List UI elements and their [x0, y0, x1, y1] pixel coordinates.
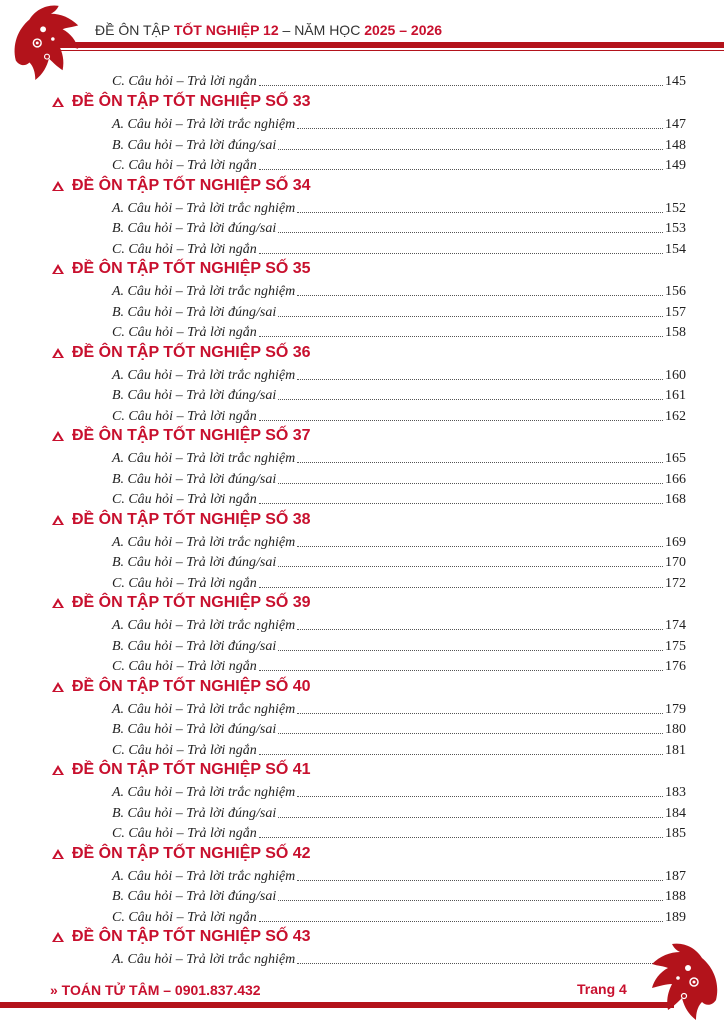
- leader-dots: [297, 545, 663, 547]
- leader-dots: [297, 962, 663, 964]
- toc-entry[interactable]: [112, 739, 686, 759]
- toc-entry-page: 160: [665, 367, 686, 383]
- leader-dots: [259, 753, 663, 755]
- toc-entry-label: A. Câu hỏi – Trả lời trắc nghiệm: [112, 200, 296, 216]
- leader-dots: [297, 461, 663, 463]
- toc-entry[interactable]: [112, 70, 686, 90]
- leader-dots: [297, 378, 663, 380]
- toc-entry[interactable]: [112, 802, 686, 822]
- triangle-bullet-icon: [52, 181, 64, 191]
- toc-entry-page: 166: [665, 471, 686, 487]
- leader-dots: [297, 795, 663, 797]
- toc-entry-page: 188: [665, 889, 686, 904]
- leader-dots: [297, 712, 663, 714]
- toc-entry-label: B. Câu hỏi – Trả lời đúng/sai: [112, 304, 277, 320]
- toc-entry-label: B. Câu hỏi – Trả lời đúng/sai: [112, 471, 277, 487]
- leader-dots: [297, 879, 663, 881]
- toc-entry-page: 149: [665, 158, 686, 173]
- toc-entry[interactable]: [112, 718, 686, 738]
- header-title: [95, 22, 442, 38]
- toc-entry-page: 158: [665, 325, 686, 340]
- header-rule-thin: [30, 50, 724, 51]
- toc-section-title: ĐỀ ÔN TẬP TỐT NGHIỆP SỐ 34: [72, 176, 311, 194]
- toc-entry-label: B. Câu hỏi – Trả lời đúng/sai: [112, 137, 277, 153]
- toc-entry-page: 176: [665, 659, 686, 674]
- page-header: [0, 0, 724, 56]
- toc-entry-page: 174: [665, 618, 686, 633]
- header-accent-grade: TỐT NGHIỆP 12: [173, 22, 279, 38]
- toc-section-heading[interactable]: [52, 592, 311, 614]
- toc-entry-page: 181: [665, 742, 686, 758]
- toc-entry[interactable]: [112, 551, 686, 571]
- header-middle: – NĂM HỌC: [278, 22, 365, 38]
- toc-entry-page: 180: [665, 722, 686, 737]
- toc-section-heading[interactable]: [52, 926, 311, 948]
- toc-section-title: ĐỀ ÔN TẬP TỐT NGHIỆP SỐ 36: [72, 343, 311, 361]
- toc-entry[interactable]: [112, 447, 686, 467]
- toc-section-title: ĐỀ ÔN TẬP TỐT NGHIỆP SỐ 39: [72, 594, 311, 611]
- toc-entry-page: 148: [665, 137, 686, 153]
- leader-dots: [278, 148, 663, 150]
- toc-entry-label: B. Câu hỏi – Trả lời đúng/sai: [112, 722, 277, 737]
- leader-dots: [259, 419, 663, 421]
- toc-section-title: ĐỀ ÔN TẬP TỐT NGHIỆP SỐ 43: [72, 928, 311, 945]
- toc-entry-page: 172: [665, 575, 686, 591]
- toc-entry-label: C. Câu hỏi – Trả lời ngắn: [112, 575, 257, 591]
- toc-entry-label: C. Câu hỏi – Trả lời ngắn: [112, 909, 257, 925]
- toc-entry-page: 169: [665, 534, 686, 550]
- toc-section-title: ĐỀ ÔN TẬP TỐT NGHIỆP SỐ 33: [72, 93, 311, 110]
- toc-entry-page: 162: [665, 408, 686, 424]
- leader-dots: [278, 315, 663, 317]
- toc-section-heading[interactable]: [52, 676, 311, 698]
- header-accent-year: 2025 – 2026: [364, 22, 443, 38]
- toc-entry-label: A. Câu hỏi – Trả lời trắc nghiệm: [112, 117, 296, 132]
- toc-entry-label: A. Câu hỏi – Trả lời trắc nghiệm: [112, 284, 296, 299]
- toc-entry-label: C. Câu hỏi – Trả lời ngắn: [112, 325, 257, 340]
- toc-entry[interactable]: [112, 364, 686, 384]
- leader-dots: [259, 920, 663, 922]
- toc-entry[interactable]: [112, 865, 686, 885]
- triangle-bullet-icon: [52, 849, 64, 859]
- toc-section-title: ĐỀ ÔN TẬP TỐT NGHIỆP SỐ 38: [72, 510, 311, 528]
- triangle-bullet-icon: [52, 515, 64, 525]
- leader-dots: [278, 398, 663, 400]
- toc-entry-page: 147: [665, 117, 686, 132]
- leader-dots: [259, 836, 663, 838]
- toc-entry[interactable]: [112, 698, 686, 718]
- toc-entry[interactable]: [112, 781, 686, 801]
- toc-entry-page: 183: [665, 785, 686, 800]
- leader-dots: [259, 669, 663, 671]
- toc-entry-label: C. Câu hỏi – Trả lời ngắn: [112, 492, 257, 507]
- toc-entry-label: C. Câu hỏi – Trả lời ngắn: [112, 241, 257, 257]
- toc-entry-label: A. Câu hỏi – Trả lời trắc nghiệm: [112, 618, 296, 633]
- toc-entry[interactable]: [112, 384, 686, 404]
- toc-entry[interactable]: [112, 197, 686, 217]
- toc-entry[interactable]: [112, 238, 686, 258]
- toc-entry[interactable]: [112, 655, 686, 675]
- toc-entry-label: B. Câu hỏi – Trả lời đúng/sai: [112, 889, 277, 904]
- toc-entry-label: A. Câu hỏi – Trả lời trắc nghiệm: [112, 868, 296, 884]
- toc-entry-label: B. Câu hỏi – Trả lời đúng/sai: [112, 388, 277, 403]
- leader-dots: [259, 84, 663, 86]
- toc-section-heading[interactable]: [52, 509, 311, 531]
- toc-entry-label: B. Câu hỏi – Trả lời đúng/sai: [112, 555, 277, 570]
- leader-dots: [297, 628, 663, 630]
- triangle-bullet-icon: [52, 264, 64, 274]
- leader-dots: [259, 252, 663, 254]
- toc-section-title: ĐỀ ÔN TẬP TỐT NGHIỆP SỐ 42: [72, 844, 311, 862]
- triangle-bullet-icon: [52, 97, 64, 107]
- toc-entry[interactable]: [112, 531, 686, 551]
- footer-author: » TOÁN TỬ TÂM – 0901.837.432: [50, 982, 261, 998]
- toc-entry-label: C. Câu hỏi – Trả lời ngắn: [112, 408, 257, 424]
- toc-section-title: ĐỀ ÔN TẬP TỐT NGHIỆP SỐ 40: [72, 677, 311, 695]
- toc-entry-label: A. Câu hỏi – Trả lời trắc nghiệm: [112, 534, 296, 550]
- toc-entry-page: 179: [665, 701, 686, 717]
- toc-entry-page: 187: [665, 868, 686, 884]
- toc-section-heading[interactable]: [52, 258, 311, 280]
- toc-entry-page: 175: [665, 638, 686, 654]
- leader-dots: [297, 127, 663, 129]
- leader-dots: [297, 211, 663, 213]
- toc-section-heading[interactable]: [52, 425, 311, 447]
- leader-dots: [278, 816, 663, 818]
- toc-entry[interactable]: [112, 405, 686, 425]
- leader-dots: [259, 335, 663, 337]
- toc-entry-page: 156: [665, 284, 686, 299]
- leader-dots: [259, 586, 663, 588]
- toc-entry[interactable]: [112, 614, 686, 634]
- toc-entry-label: A. Câu hỏi – Trả lời trắc nghiệm: [112, 451, 296, 466]
- toc-entry[interactable]: [112, 948, 686, 968]
- triangle-bullet-icon: [52, 765, 64, 775]
- toc-entry-page: 185: [665, 826, 686, 841]
- toc-entry-page: 189: [665, 909, 686, 925]
- footer-rule: [0, 1002, 674, 1008]
- toc-entry[interactable]: [112, 134, 686, 154]
- leader-dots: [278, 732, 663, 734]
- toc-entry[interactable]: [112, 635, 686, 655]
- toc-entry[interactable]: [112, 280, 686, 300]
- toc-entry[interactable]: [112, 488, 686, 508]
- toc-entry-label: A. Câu hỏi – Trả lời trắc nghiệm: [112, 952, 296, 967]
- leader-dots: [278, 899, 663, 901]
- toc-entry[interactable]: [112, 217, 686, 237]
- toc-entry-label: C. Câu hỏi – Trả lời ngắn: [112, 158, 257, 173]
- toc-entry-page: 165: [665, 451, 686, 466]
- leader-dots: [259, 168, 663, 170]
- triangle-bullet-icon: [52, 682, 64, 692]
- leader-dots: [278, 565, 663, 567]
- toc-entry[interactable]: [112, 885, 686, 905]
- leader-dots: [259, 502, 663, 504]
- toc-entry-label: C. Câu hỏi – Trả lời ngắn: [112, 826, 257, 841]
- toc-entry-page: 153: [665, 221, 686, 236]
- horse-head-icon: [644, 936, 724, 1022]
- toc-entry-label: A. Câu hỏi – Trả lời trắc nghiệm: [112, 367, 296, 383]
- triangle-bullet-icon: [52, 348, 64, 358]
- toc-entry[interactable]: [112, 154, 686, 174]
- toc-section-heading[interactable]: [52, 175, 311, 197]
- toc-entry-label: B. Câu hỏi – Trả lời đúng/sai: [112, 221, 277, 236]
- toc-entry-page: 168: [665, 492, 686, 507]
- toc-entry-label: C. Câu hỏi – Trả lời ngắn: [112, 74, 257, 89]
- toc-entry[interactable]: [112, 468, 686, 488]
- toc-entry-label: B. Câu hỏi – Trả lời đúng/sai: [112, 638, 277, 654]
- toc-entry-page: 152: [665, 200, 686, 216]
- triangle-bullet-icon: [52, 431, 64, 441]
- toc-section-heading[interactable]: [52, 91, 311, 113]
- toc-entry-page: 157: [665, 304, 686, 320]
- toc-entry[interactable]: [112, 113, 686, 133]
- toc-entry-label: B. Câu hỏi – Trả lời đúng/sai: [112, 805, 277, 821]
- toc-entry-label: C. Câu hỏi – Trả lời ngắn: [112, 659, 257, 674]
- toc-entry[interactable]: [112, 321, 686, 341]
- toc-entry-label: A. Câu hỏi – Trả lời trắc nghiệm: [112, 785, 296, 800]
- toc-entry-label: C. Câu hỏi – Trả lời ngắn: [112, 742, 257, 758]
- triangle-bullet-icon: [52, 932, 64, 942]
- leader-dots: [278, 482, 663, 484]
- horse-head-icon: [8, 0, 86, 82]
- header-rule: [30, 42, 724, 48]
- toc-section-heading[interactable]: [52, 843, 311, 865]
- leader-dots: [297, 294, 663, 296]
- toc-section-title: ĐỀ ÔN TẬP TỐT NGHIỆP SỐ 35: [72, 260, 311, 277]
- leader-dots: [278, 231, 663, 233]
- toc-entry[interactable]: [112, 301, 686, 321]
- triangle-bullet-icon: [52, 598, 64, 608]
- toc-section-title: ĐỀ ÔN TẬP TỐT NGHIỆP SỐ 41: [72, 761, 311, 778]
- toc-entry-page: 184: [665, 805, 686, 821]
- toc-section-heading[interactable]: [52, 342, 311, 364]
- toc-entry-page: 161: [665, 388, 686, 403]
- header-prefix: ĐỀ ÔN TẬP: [95, 22, 174, 38]
- toc-section-heading[interactable]: [52, 759, 311, 781]
- toc-entry-page: 145: [665, 74, 686, 89]
- toc-entry[interactable]: [112, 572, 686, 592]
- toc-section-title: ĐỀ ÔN TẬP TỐT NGHIỆP SỐ 37: [72, 427, 311, 444]
- toc-entry[interactable]: [112, 822, 686, 842]
- toc-entry[interactable]: [112, 906, 686, 926]
- leader-dots: [278, 649, 663, 651]
- footer-page-number: Trang 4: [577, 981, 627, 997]
- toc-entry-label: A. Câu hỏi – Trả lời trắc nghiệm: [112, 701, 296, 717]
- toc-entry-page: 170: [665, 555, 686, 570]
- toc-entry-page: 154: [665, 241, 686, 257]
